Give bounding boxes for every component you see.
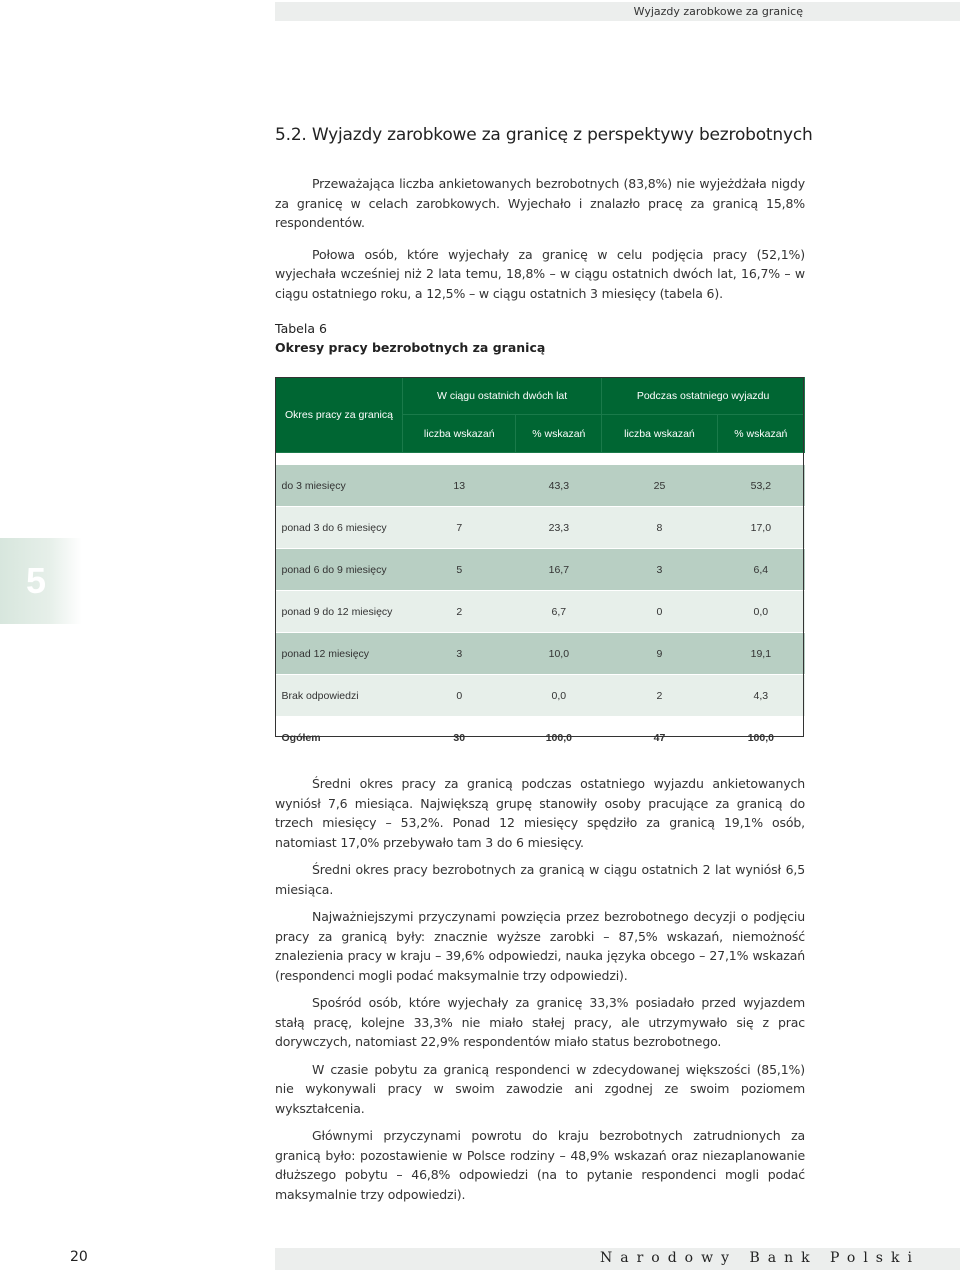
table-title: Okresy pracy bezrobotnych za granicą [275, 340, 546, 355]
cell-value: 30 [403, 717, 516, 759]
cell-period: ponad 9 do 12 miesięcy [276, 591, 403, 633]
group-header-2-years: W ciągu ostatnich dwóch lat [403, 378, 602, 415]
cell-value: 0 [602, 591, 718, 633]
cell-value: 47 [602, 717, 718, 759]
cell-period: do 3 miesięcy [276, 465, 403, 507]
intro-paragraph-1: Przeważająca liczba ankietowanych bezrobotnych (83,8%) nie wyjeżdżała nigdy za granicę w celach zarobkowych. Wyjechało i znalazło pracę za granicą 15,8% respondentów. [275, 176, 805, 230]
cell-value: 25 [602, 465, 718, 507]
publisher-name: Narodowy Bank Polski [600, 1250, 920, 1266]
table-row [276, 675, 805, 717]
running-title: Wyjazdy zarobkowe za granicę [633, 5, 803, 18]
body-paragraph-4: Spośród osób, które wyjechały za granicę 33,3% posiadało przed wyjazdem stałą pracę, kolejne 33,3% nie miało stałej pracy, ale utrzymywało się z prac dorywczych, natomiast 22,9% respondentów miało status bezrobotnego. [275, 995, 805, 1049]
cell-value: 6,7 [516, 591, 602, 633]
cell-value: 100,0 [516, 717, 602, 759]
chapter-number: 5 [26, 560, 47, 601]
cell-value: 19,1 [717, 633, 804, 675]
cell-value: 0 [403, 675, 516, 717]
cell-value: 0,0 [516, 675, 602, 717]
cell-value: 4,3 [717, 675, 804, 717]
cell-value: 7 [403, 507, 516, 549]
cell-value: 8 [602, 507, 718, 549]
cell-value: 2 [602, 675, 718, 717]
cell-period: ponad 12 miesięcy [276, 633, 403, 675]
sub-header: liczba wskazań [602, 415, 718, 453]
table-row [276, 507, 805, 549]
cell-value: 16,7 [516, 549, 602, 591]
body-paragraph-3: Najważniejszymi przyczynami powzięcia przez bezrobotnego decyzji o podjęciu pracy za granicą były: znacznie wyższe zarobki – 87,5% wskazań, niemożność znalezienia pracy w kraju – 39,6% odpowiedzi, nauka języka obcego – 27,1% wskazań (respondenci mogli podać maksymalnie trzy odpowiedzi). [275, 909, 805, 983]
intro-paragraph-2: Połowa osób, które wyjechały za granicę w celu podjęcia pracy (52,1%) wyjechała wcześniej niż 2 lata temu, 18,8% – w ciągu ostatnich dwóch lat, 16,7% – w ciągu ostatniego roku, a 12,5% – w ciągu ostatnich 3 miesięcy (tabela 6). [275, 246, 805, 301]
cell-value: 100,0 [717, 717, 804, 759]
body-paragraph-1: Średni okres pracy za granicą podczas ostatniego wyjazdu ankietowanych wyniósł 7,6 miesiąca. Największą grupę stanowiły osoby pracujące za granicą do trzech miesięcy – 53,2%. Ponad 12 miesięcy spędziło za granicą 19,1% osób, natomiast 17,0% przebywało tam 3 do 6 miesięcy. [275, 776, 805, 850]
cell-period: ponad 6 do 9 miesięcy [276, 549, 403, 591]
intro-text [275, 174, 805, 303]
cell-value: 10,0 [516, 633, 602, 675]
header-bar [275, 2, 960, 21]
cell-value: 6,4 [717, 549, 804, 591]
group-header-last-trip: Podczas ostatniego wyjazdu [602, 378, 805, 415]
cell-value: 5 [403, 549, 516, 591]
cell-value: 3 [403, 633, 516, 675]
section-title: 5.2. Wyjazdy zarobkowe za granicę z perspektywy bezrobotnych [275, 125, 813, 145]
sub-header: % wskazań [717, 415, 804, 453]
table-row [276, 633, 805, 675]
cell-value: 13 [403, 465, 516, 507]
page-number: 20 [70, 1249, 88, 1265]
cell-value: 53,2 [717, 465, 804, 507]
table-total-row [276, 717, 805, 759]
cell-value: 3 [602, 549, 718, 591]
cell-value: 17,0 [717, 507, 804, 549]
cell-value: 9 [602, 633, 718, 675]
table-caption [275, 319, 545, 357]
header-gap [276, 453, 805, 466]
col-period-header: Okres pracy za granicą [276, 378, 403, 453]
cell-period: Ogółem [276, 717, 403, 759]
cell-period: Brak odpowiedzi [276, 675, 403, 717]
cell-period: ponad 3 do 6 miesięcy [276, 507, 403, 549]
cell-value: 23,3 [516, 507, 602, 549]
body-paragraph-2: Średni okres pracy bezrobotnych za granicą w ciągu ostatnich 2 lat wyniósł 6,5 miesiąca. [275, 862, 805, 897]
table-row [276, 591, 805, 633]
body-paragraph-5: W czasie pobytu za granicą respondenci w zdecydowanej większości (85,1%) nie wykonywali pracy w swoim zawodzie ani zgodnej ze swoim poziomem wykształcenia. [275, 1061, 805, 1116]
table-row [276, 549, 805, 591]
sub-header: liczba wskazań [403, 415, 516, 453]
body-paragraph-6: Głównymi przyczynami powrotu do kraju bezrobotnych zatrudnionych za granicą było: pozostawienie w Polsce rodziny – 48,9% wskazań oraz niezaplanowanie dłuższego pobytu – 46,8% odpowiedzi (na to pytanie respondenci mogli podać maksymalnie trzy odpowiedzi). [275, 1128, 805, 1202]
cell-value: 43,3 [516, 465, 602, 507]
cell-value: 2 [403, 591, 516, 633]
sub-header: % wskazań [516, 415, 602, 453]
table-label: Tabela 6 [275, 321, 327, 336]
cell-value: 0,0 [717, 591, 804, 633]
body-text [275, 774, 805, 1204]
table-row [276, 465, 805, 507]
periods-table [275, 377, 805, 759]
